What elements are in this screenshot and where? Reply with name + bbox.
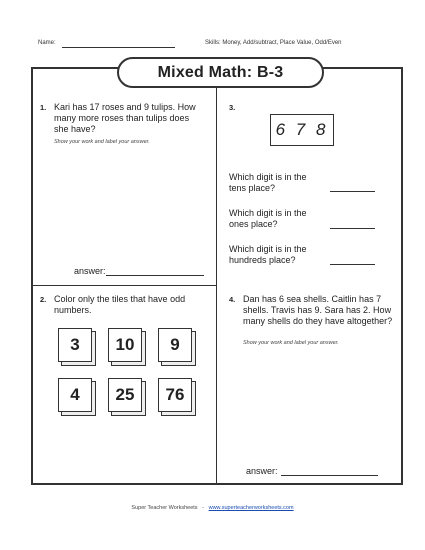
q4-answer-line[interactable] [281,475,378,476]
q1-answer-label: answer: [74,266,106,276]
skills-label: Skills: Money, Add/subtract, Place Value, Odd/Even [205,40,342,46]
name-label: Name: [38,40,56,46]
footer-brand: Super Teacher Worksheets [131,505,198,511]
footer-separator: - [202,505,204,511]
q3-answer-line-ones[interactable] [330,228,375,229]
q1-number: 1. [40,103,47,112]
q3-answer-line-tens[interactable] [330,191,375,192]
q4-text: Dan has 6 sea shells. Caitlin has 7 shells. Travis has 9. Sara has 2. How many shells do they have altogether? [243,294,393,326]
q2-number: 2. [40,295,47,304]
footer-link[interactable]: www.superteacherworksheets.com [208,505,294,511]
q1-note: Show your work and label your answer. [54,139,150,145]
q3-question-ones: Which digit is in the ones place? [229,208,307,229]
q1-text: Kari has 17 roses and 9 tulips. How many more roses than tulips does she have? [54,102,196,134]
tile-4[interactable]: 4 [58,378,96,416]
tile-9[interactable]: 9 [158,328,196,366]
tile-10[interactable]: 10 [108,328,146,366]
place-value-number: 6 7 8 [270,114,334,146]
column-divider [216,88,217,485]
q3-question-hundreds: Which digit is in the hundreds place? [229,244,307,265]
q3-number: 3. [229,103,236,112]
tile-3[interactable]: 3 [58,328,96,366]
row-divider-left [31,285,216,286]
tile-76[interactable]: 76 [158,378,196,416]
q4-answer-label: answer: [246,466,278,476]
q3-question-tens: Which digit is in the tens place? [229,172,307,193]
name-line[interactable] [62,47,175,48]
page-title: Mixed Math: B-3 [117,57,324,88]
tile-25[interactable]: 25 [108,378,146,416]
q1-answer-line[interactable] [106,275,204,276]
q3-answer-line-hundreds[interactable] [330,264,375,265]
q4-note: Show your work and label your answer. [243,340,339,346]
footer [0,505,425,511]
q4-number: 4. [229,295,236,304]
q2-text: Color only the tiles that have odd numbers. [54,294,186,315]
